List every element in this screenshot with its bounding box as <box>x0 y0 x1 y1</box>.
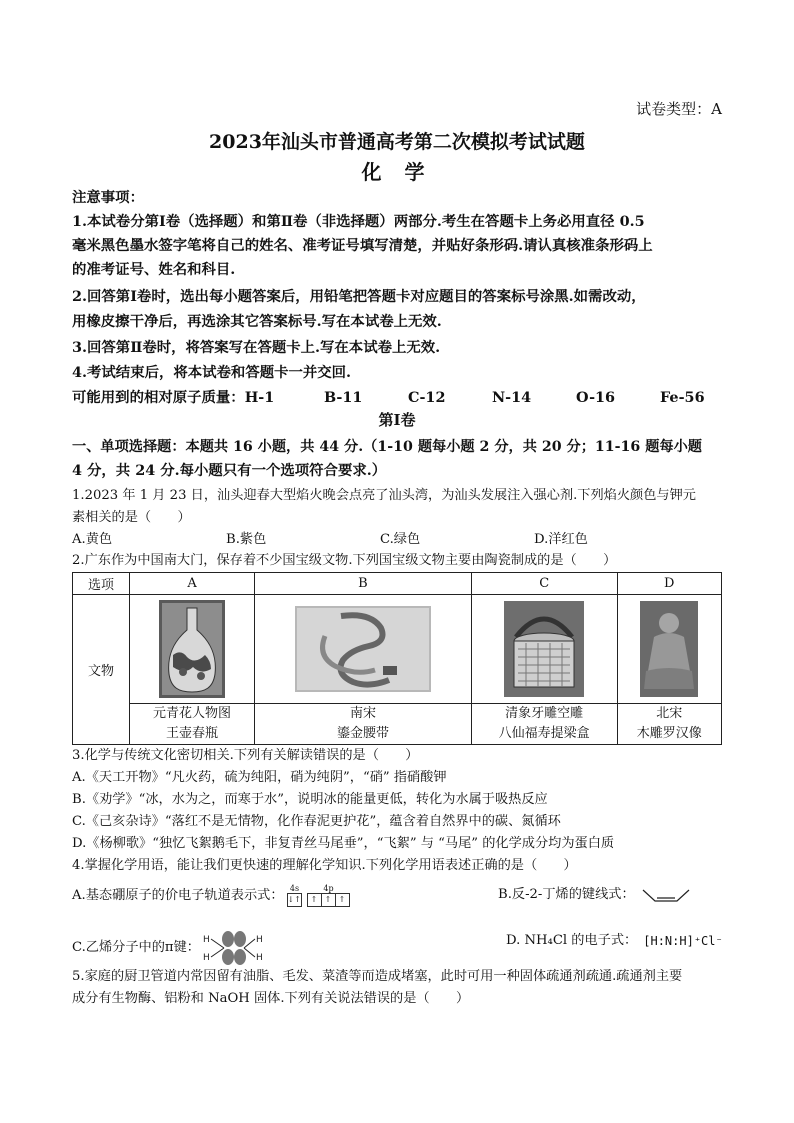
option-d: D.《杨柳歌》“独忆飞絮鹅毛下，非复青丝马尾垂”，“飞絮” 与 “马尾” 的化学成分均为蛋白质 <box>72 836 615 851</box>
table-header: C <box>471 573 617 595</box>
svg-text:H: H <box>255 953 263 963</box>
section-title: 第Ⅰ卷 <box>378 411 416 429</box>
table-header: D <box>617 573 722 595</box>
relic-caption: 清象牙雕空雕 八仙福寿提梁盒 <box>471 704 617 745</box>
paper-type: 试卷类型：A <box>636 100 722 118</box>
option-b: B.反-2-丁烯的键线式： <box>498 884 691 906</box>
section-instruction: 4 分，共 24 分.每小题只有一个选项符合要求.） <box>72 462 387 479</box>
notice-line: 毫米黑色墨水签字笔将自己的姓名、准考证号填写清楚，并贴好条形码.请认真核准条形码上 <box>72 237 653 254</box>
orbital-diagram: 4s ↓↑ 4p ↑ ↑ ↑ <box>288 884 356 907</box>
relic-caption: 南宋 鎏金腰带 <box>255 704 472 745</box>
ivory-box-photo <box>504 601 584 697</box>
atomic-mass-item: O-16 <box>576 389 616 406</box>
svg-text:H: H <box>255 935 263 945</box>
relic-table <box>72 572 722 745</box>
atomic-mass-item: N-14 <box>492 389 532 406</box>
question-3-stem: 3.化学与传统文化密切相关.下列有关解读错误的是（ ） <box>72 748 419 763</box>
atomic-mass-item: C-12 <box>408 389 446 406</box>
porcelain-vase-photo <box>159 600 225 698</box>
exam-title: 2023年汕头市普通高考第二次模拟考试试题 <box>209 131 585 153</box>
option-c: C.《己亥杂诗》“落红不是无情物，化作春泥更护花”，蕴含着自然界中的碳、氮循环 <box>72 814 561 829</box>
option-a: A.基态硼原子的价电子轨道表示式： 4s ↓↑ 4p ↑ ↑ ↑ <box>72 884 356 907</box>
option-c: C.乙烯分子中的π键： H H H H <box>72 928 266 968</box>
question-2-stem: 2.广东作为中国南大门，保存着不少国宝级文物.下列国宝级文物主要由陶瓷制成的是（ ） <box>72 553 617 568</box>
question-1-stem: 1.2023 年 1 月 23 日，汕头迎春大型焰火晚会点亮了汕头湾，为汕头发展注入强心剂.下列焰火颜色与钾元 <box>72 488 696 503</box>
table-header: 选项 <box>73 573 130 595</box>
atomic-mass-item: Fe-56 <box>660 389 705 406</box>
option-d: D.洋红色 <box>534 532 588 547</box>
option-a: A.黄色 <box>72 532 113 547</box>
relic-cell <box>255 595 472 704</box>
pi-bond-diagram <box>202 928 266 968</box>
section-instruction: 一、单项选择题：本题共 16 小题，共 44 分.（1-10 题每小题 2 分，共 20 分；11-16 题每小题 <box>72 439 702 455</box>
option-a: A.《天工开物》“凡火药，硫为纯阳，硝为纯阴”，“硝” 指硝酸钾 <box>72 770 447 785</box>
svg-text:H: H <box>202 935 210 945</box>
question-5-stem: 5.家庭的厨卫管道内常因留有油脂、毛发、菜渣等而造成堵塞，此时可用一种固体疏通剂疏通.疏通剂主要 <box>72 969 683 984</box>
question-5-stem: 成分有生物酶、铝粉和 NaOH 固体.下列有关说法错误的是（ ） <box>72 991 470 1006</box>
option-c: C.绿色 <box>380 532 421 547</box>
bond-line-structure <box>641 885 691 905</box>
option-b: B.紫色 <box>226 532 267 547</box>
question-4-stem: 4.掌握化学用语，能让我们更快速的理解化学知识.下列化学用语表述正确的是（ ） <box>72 858 577 873</box>
notice-line: 的准考证号、姓名和科目. <box>72 261 236 278</box>
notice-line: 3.回答第Ⅱ卷时，将答案写在答题卡上.写在本试卷上无效. <box>72 339 441 356</box>
notice-line: 1.本试卷分第Ⅰ卷（选择题）和第Ⅱ卷（非选择题）两部分.考生在答题卡上务必用直径 0.5 <box>72 213 645 230</box>
subject-title: 化 学 <box>361 160 433 184</box>
atomic-mass-list <box>72 386 712 410</box>
relic-cell <box>130 595 255 704</box>
svg-text:H: H <box>202 953 210 963</box>
option-b: B.《劝学》“冰，水为之，而寒于水”，说明冰的能量更低，转化为水属于吸热反应 <box>72 792 548 807</box>
notice-line: 4.考试结束后，将本试卷和答题卡一并交回. <box>72 364 352 381</box>
atomic-mass-label: 可能用到的相对原子质量：H-1 <box>72 389 275 406</box>
notice-line: 2.回答第Ⅰ卷时，选出每小题答案后，用铅笔把答题卡对应题目的答案标号涂黑.如需改动， <box>72 288 646 305</box>
relic-cell <box>617 595 722 704</box>
gilded-belt-photo <box>295 606 431 692</box>
electron-formula: [H:N:H]⁺Cl⁻ <box>643 934 723 948</box>
row-label: 文物 <box>73 595 130 745</box>
notice-line: 用橡皮擦干净后，再选涂其它答案标号.写在本试卷上无效. <box>72 313 442 330</box>
question-1-stem: 素相关的是（ ） <box>72 510 191 525</box>
relic-caption: 北宋 木雕罗汉像 <box>617 704 722 745</box>
table-header: B <box>255 573 472 595</box>
notice-heading: 注意事项： <box>72 189 144 206</box>
wooden-arhat-photo <box>640 601 698 697</box>
relic-caption: 元青花人物图 王壶春瓶 <box>130 704 255 745</box>
atomic-mass-item: B-11 <box>324 389 363 406</box>
relic-cell <box>471 595 617 704</box>
table-header: A <box>130 573 255 595</box>
option-d: D. NH₄Cl 的电子式： [H:N:H]⁺Cl⁻ <box>506 930 723 952</box>
